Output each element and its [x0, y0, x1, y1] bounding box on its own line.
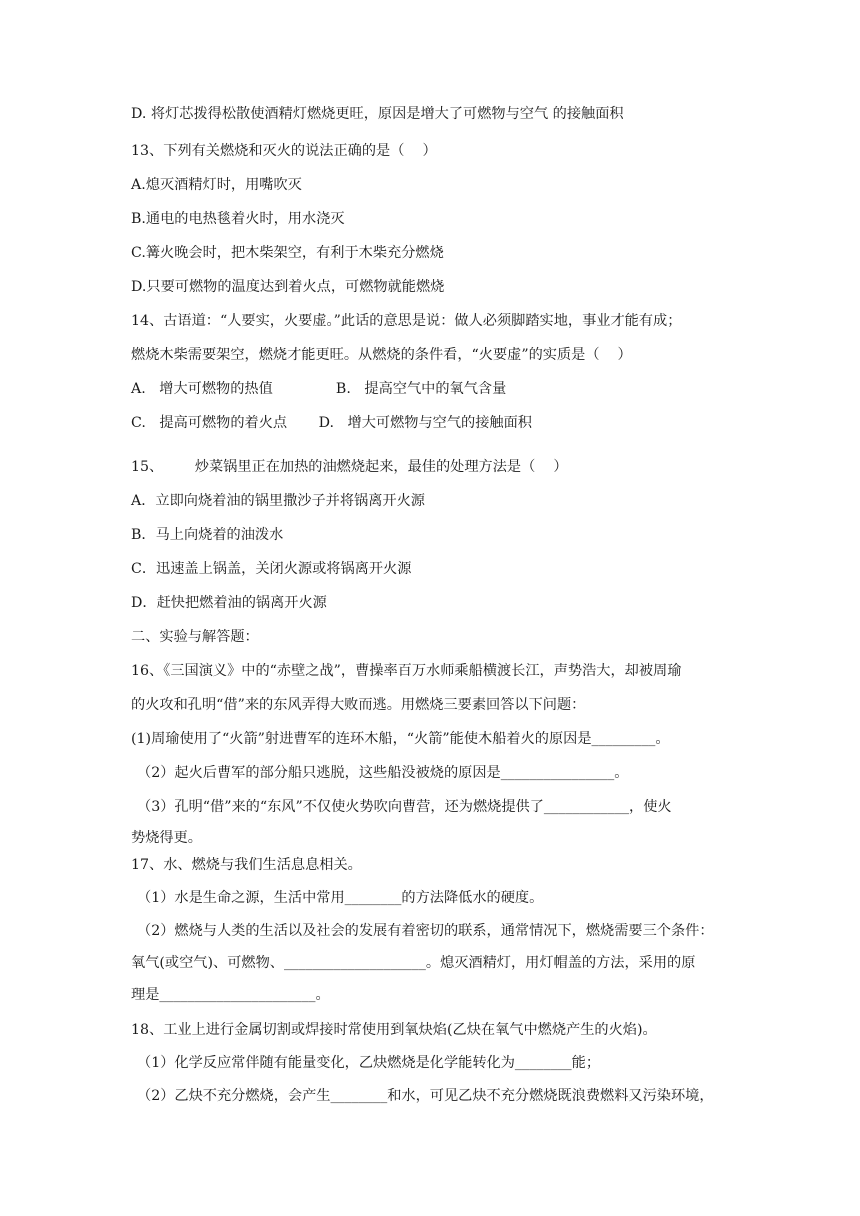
q13-option-a: A.熄灭酒精灯时，用嘴吹灭 [131, 177, 302, 193]
q18-part1: （1）化学反应常伴随有能量变化，乙炔燃烧是化学能转化为________能； [137, 1055, 601, 1071]
q18-part2: （2）乙炔不充分燃烧，会产生________和水，可见乙炔不充分燃烧既浪费燃料又污染环境， [137, 1088, 714, 1104]
q17-part2-line3: 理是______________________。 [131, 987, 330, 1003]
q13-option-c: C.篝火晚会时，把木柴架空，有利于木柴充分燃烧 [131, 245, 444, 261]
q15-option-d: D．赶快把燃着油的锅离开火源 [131, 595, 327, 611]
q16-part3-line1: （3）孔明“借”来的“东风”不仅使火势吹向曹营，还为燃烧提供了____________，使火 [137, 799, 672, 815]
q16-part1: (1)周瑜使用了“火箭”射进曹军的连环木船，“火箭”能使木船着火的原因是_________。 [131, 731, 670, 747]
q17-part1: （1）水是生命之源，生活中常用________的方法降低水的硬度。 [137, 890, 544, 906]
q15-option-c: C．迅速盖上锅盖，关闭火源或将锅离开火源 [131, 561, 412, 577]
q16-stem-line2: 的火攻和孔明“借”来的东风弄得大败而逃。用燃烧三要素回答以下问题： [131, 697, 586, 713]
q12-option-d: D. 将灯芯拨得松散使酒精灯燃烧更旺，原因是增大了可燃物与空气 的接触面积 [131, 106, 624, 122]
section-heading: 二、实验与解答题： [131, 629, 259, 645]
q14-options-ab: A. 增大可燃物的热值 B. 提高空气中的氧气含量 [131, 381, 507, 397]
q17-stem: 17、水、燃烧与我们生活息息相关。 [131, 857, 362, 873]
q14-stem-line1: 14、古语道：“人要实，火要虚。”此话的意思是说：做人必须脚踏实地，事业才能有成； [131, 313, 682, 329]
q17-part2-line1: （2）燃烧与人类的生活以及社会的发展有着密切的联系，通常情况下，燃烧需要三个条件： [137, 923, 714, 939]
q18-stem: 18、工业上进行金属切割或焊接时常使用到氧炔焰(乙炔在氧气中燃烧产生的火焰)。 [131, 1022, 657, 1038]
q14-stem-line2: 燃烧木柴需要架空，燃烧才能更旺。从燃烧的条件看，“火要虚”的实质是（ ） [131, 347, 632, 363]
q15-option-a: A．立即向烧着油的锅里撒沙子并将锅离开火源 [131, 493, 425, 509]
q15-stem: 15、 炒菜锅里正在加热的油燃烧起来，最佳的处理方法是（ ） [131, 459, 568, 475]
q13-stem: 13、下列有关燃烧和灭火的说法正确的是（ ） [131, 143, 437, 159]
q14-options-cd: C. 提高可燃物的着火点 D. 增大可燃物与空气的接触面积 [131, 415, 532, 431]
q13-option-b: B.通电的电热毯着火时，用水浇灭 [131, 211, 345, 227]
q16-part2: （2）起火后曹军的部分船只逃脱，这些船没被烧的原因是________________。 [137, 765, 629, 781]
q16-part3-line2: 势烧得更。 [131, 830, 202, 846]
q15-option-b: B．马上向烧着的油泼水 [131, 527, 284, 543]
q16-stem-line1: 16、《三国演义》中的“赤壁之战”，曹操率百万水师乘船横渡长江，声势浩大，却被周瑜 [131, 663, 682, 679]
q13-option-d: D.只要可燃物的温度达到着火点，可燃物就能燃烧 [131, 279, 445, 295]
q17-part2-line2: 氧气(或空气)、可燃物、____________________。熄灭酒精灯，用灯帽盖的方法，采用的原 [131, 955, 696, 971]
